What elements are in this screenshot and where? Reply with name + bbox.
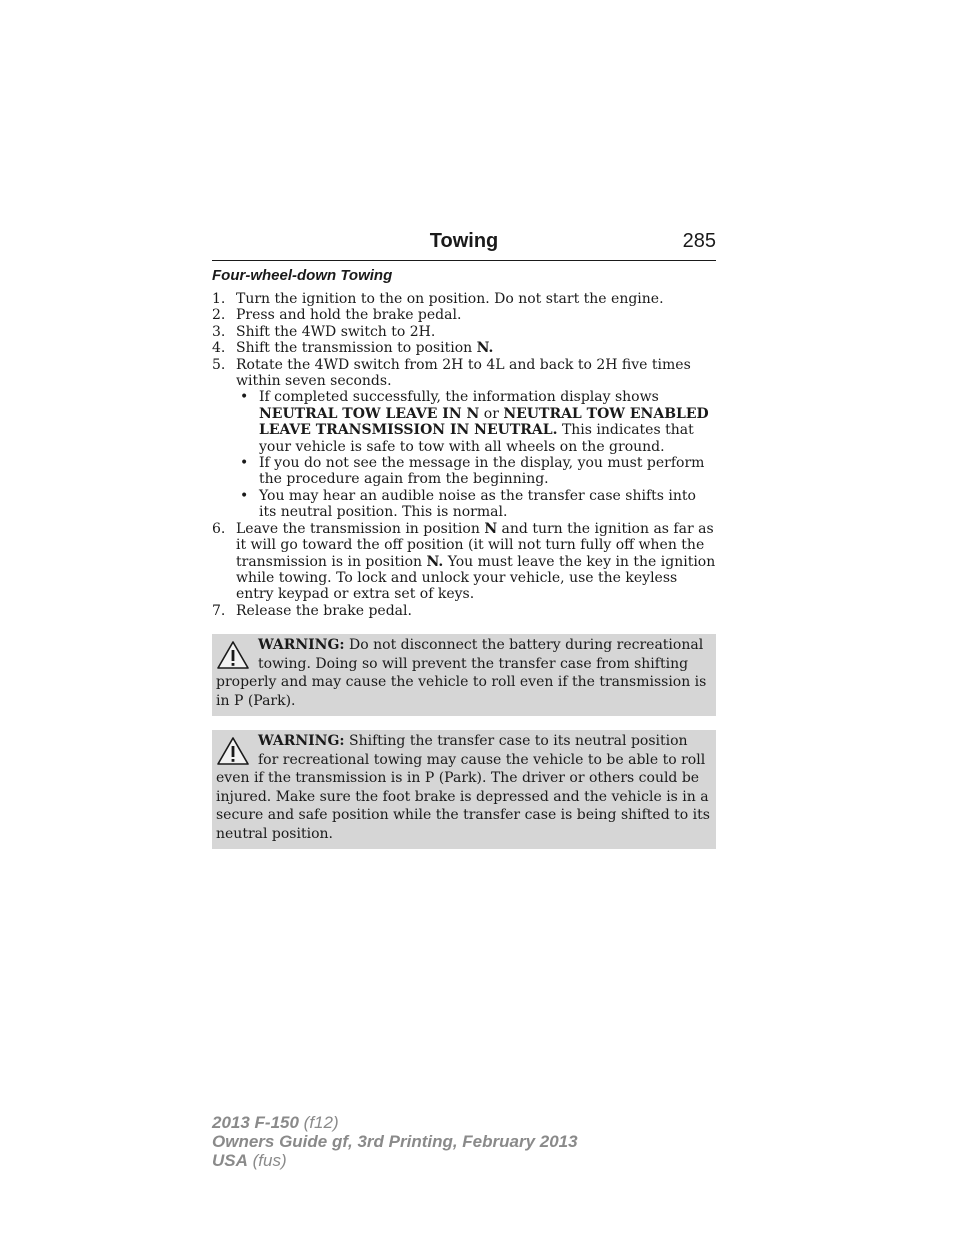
warning-text: Shifting the transfer case to its neutral position for recreational towing may cause the vehicle to be able to roll even if the transmission is in P (Park). The driver or others could be injured. Make sure the foot brake is depressed and the vehicle is in a secure and safe position while the transfer case is being shifted to its neutral position. — [216, 733, 710, 842]
warning-text: Do not disconnect the battery during recreational towing. Doing so will prevent the transfer case from shifting properly and may cause the vehicle to roll even if the transmission is in P (Park). — [216, 637, 707, 709]
footer-market — [212, 1151, 578, 1170]
step-text: and turn the ignition as far as it will go toward the off position (it will not turn fully off when the transmission is in position — [236, 520, 714, 570]
step-text: You must leave the key in the ignition while towing. To lock and unlock your vehicle, use the keyless entry keypad or extra set of keys. — [236, 553, 716, 603]
bullet-glyph: • — [240, 487, 249, 504]
step-number: 7. — [212, 602, 226, 619]
footer-market-code: (fus) — [247, 1151, 287, 1170]
step-text: Leave the transmission in position — [236, 520, 485, 537]
step-text: Release the brake pedal. — [236, 602, 412, 619]
step-item — [212, 340, 716, 356]
steps-list — [212, 291, 716, 619]
step-item — [212, 307, 716, 323]
warning-box — [212, 730, 716, 849]
bullet-text: You may hear an audible noise as the transfer case shifts into its neutral position. This is normal. — [259, 487, 696, 521]
document-footer — [212, 1113, 578, 1170]
step-bold: N. — [426, 553, 444, 570]
step-number: 6. — [212, 520, 226, 537]
chapter-title: Towing — [429, 230, 499, 252]
bullet-glyph: • — [240, 455, 249, 472]
step-number: 2. — [212, 307, 226, 324]
warning-triangle-icon — [216, 640, 250, 670]
display-message: NEUTRAL TOW ENABLED LEAVE TRANSMISSION IN NEUTRAL. — [259, 405, 709, 439]
bullet-text: This indicates that your vehicle is safe to tow with all wheels on the ground. — [259, 422, 694, 455]
step-item — [212, 521, 716, 603]
bullet-item — [236, 488, 716, 521]
bullet-glyph: • — [240, 389, 249, 406]
step-item — [212, 324, 716, 340]
warning-label: WARNING: — [258, 637, 345, 653]
step-item — [212, 291, 716, 307]
bullet-text: If you do not see the message in the display, you must perform the procedure again from the beginning. — [259, 455, 705, 488]
footer-model — [212, 1113, 578, 1132]
step-text: Shift the 4WD switch to 2H. — [236, 323, 436, 340]
bullet-text: If completed successfully, the information display shows — [259, 389, 659, 406]
display-message: NEUTRAL TOW LEAVE IN N — [259, 405, 480, 422]
bullet-item — [236, 455, 716, 488]
bullet-item — [236, 389, 716, 455]
warning-box — [212, 634, 716, 716]
warning-label: WARNING: — [258, 733, 345, 749]
page-number: 285 — [682, 230, 716, 252]
footer-guide-text: Owners Guide gf, 3rd Printing, February 2013 — [212, 1132, 578, 1151]
step-item — [212, 603, 716, 619]
bullet-list — [236, 389, 716, 520]
step-text: Turn the ignition to the on position. Do not start the engine. — [236, 291, 664, 307]
step-bold: N — [484, 520, 498, 537]
step-text: Press and hold the brake pedal. — [236, 307, 462, 324]
warning-triangle-icon — [216, 736, 250, 766]
step-number: 1. — [212, 291, 226, 307]
footer-model-name: 2013 F-150 — [212, 1113, 299, 1132]
step-item — [212, 357, 716, 521]
section-title: Four-wheel-down Towing — [212, 267, 393, 284]
step-text: Rotate the 4WD switch from 2H to 4L and back to 2H five times within seven seconds. — [236, 356, 691, 390]
bullet-text: or — [479, 405, 504, 422]
step-number: 5. — [212, 356, 226, 373]
footer-guide — [212, 1132, 578, 1151]
step-bold: N. — [476, 340, 494, 357]
page-header — [212, 230, 716, 261]
step-text: Shift the transmission to position — [236, 340, 477, 357]
footer-market-name: USA — [212, 1151, 248, 1170]
footer-model-code: (f12) — [298, 1113, 339, 1132]
step-number: 3. — [212, 323, 226, 340]
step-number: 4. — [212, 340, 226, 357]
